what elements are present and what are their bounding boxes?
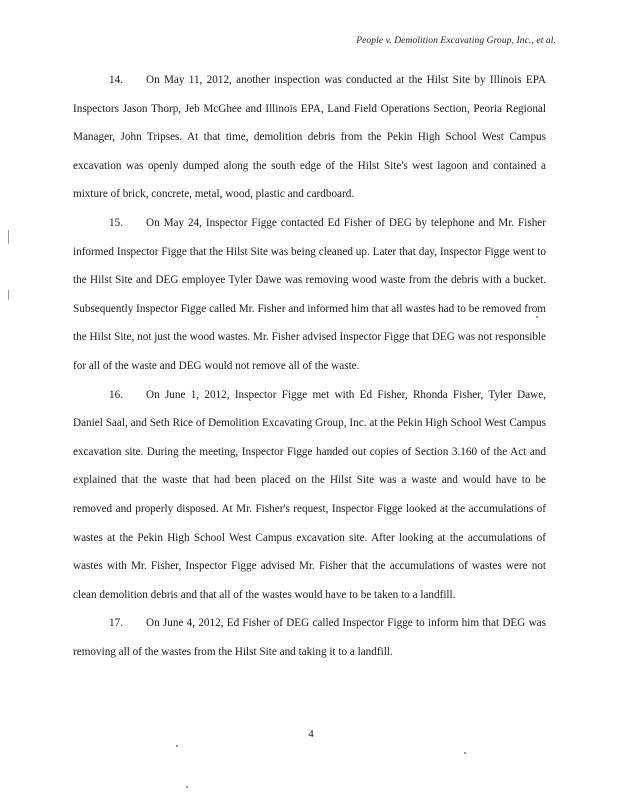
paragraph-16 <box>73 381 546 610</box>
document-body <box>73 66 546 666</box>
scan-speck <box>464 752 466 754</box>
paragraph-number: 17. <box>109 617 123 630</box>
paragraph-number: 16. <box>109 388 123 401</box>
paragraph-15 <box>73 209 546 381</box>
scan-speck <box>186 786 188 788</box>
paragraph-17 <box>73 609 546 666</box>
paragraph-number: 14. <box>109 74 123 86</box>
scan-margin-mark <box>8 290 9 300</box>
paragraph-number: 15. <box>109 216 123 229</box>
scan-speck <box>176 745 178 747</box>
paragraph-text: On June 4, 2012, Ed Fisher of DEG called Inspector Figge to inform him that DEG was removing all of the wastes from the Hilst Site and taking it to a landfill. <box>73 617 546 658</box>
paragraph-text: On May 24, Inspector Figge contacted Ed Fisher of DEG by telephone and Mr. Fisher informed Inspector Figge that the Hilst Site was being cleaned up. Later that day, Inspector Figge went to the Hilst Site and DEG employee Tyler Dawe was removing wood waste from the debris with a bucket. Subsequently Inspector Figge called Mr. Fisher and informed him that all wastes had to be removed from the Hilst Site, not just the wood wastes. Mr. Fisher advised Inspector Figge that DEG was not responsible for all of the waste and DEG would not remove all of the waste. <box>73 216 546 372</box>
paragraph-text: On May 11, 2012, another inspection was conducted at the Hilst Site by Illinois EPA Inspectors Jason Thorp, Jeb McGhee and Illinois EPA, Land Field Operations Section, Peoria Regional Manager, John Tripses. At that time, demolition debris from the Pekin High School West Campus excavation was openly dumped along the south edge of the Hilst Site's west lagoon and contained a mixture of brick, concrete, metal, wood, plastic and cardboard. <box>73 74 546 201</box>
page-number: 4 <box>308 728 314 740</box>
paragraph-14 <box>73 66 546 209</box>
paragraph-text: On June 1, 2012, Inspector Figge met with Ed Fisher, Rhonda Fisher, Tyler Dawe, Daniel Saal, and Seth Rice of Demolition Excavating Group, Inc. at the Pekin High School West Campus excavation site. During the meeting, Inspector Figge handed out copies of Section 3.160 of the Act and explained that the waste that had been placed on the Hilst Site was a waste and would have to be removed and properly disposed. At Mr. Fisher's request, Inspector Figge looked at the accumulations of wastes at the Pekin High School West Campus excavation site. After looking at the accumulations of wastes with Mr. Fisher, Inspector Figge advised Mr. Fisher that the accumulations of wastes were not clean demolition debris and that all of the wastes would have to be taken to a landfill. <box>73 388 546 601</box>
page-header: People v. Demolition Excavating Group, Inc., et al. <box>356 36 556 46</box>
scan-speck <box>536 316 538 318</box>
scan-margin-mark <box>8 230 9 244</box>
